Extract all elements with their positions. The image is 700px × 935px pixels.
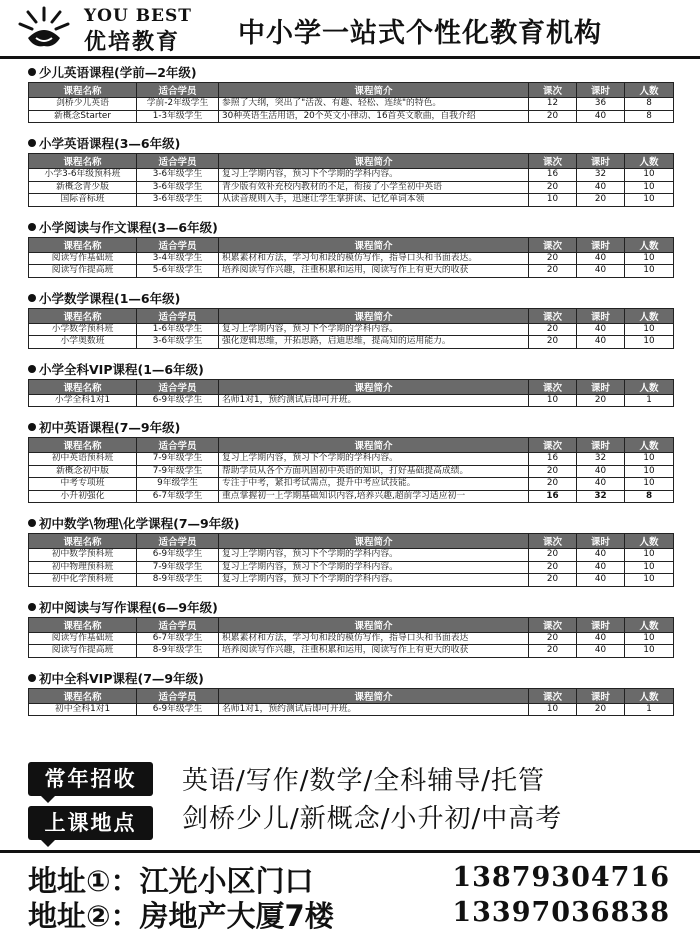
column-header: 课程简介 <box>219 438 529 453</box>
cell-n: 16 <box>529 453 577 466</box>
cell-p: 8 <box>625 98 674 111</box>
column-header: 课时 <box>577 308 625 323</box>
cell-n: 20 <box>529 110 577 123</box>
location-tag: 上课地点 <box>28 806 153 840</box>
cell-desc: 培养阅读写作兴趣，注重积累和运用，阅读写作上有更大的收获 <box>219 645 529 658</box>
cell-desc: 复习上学期内容，预习下个学期的学科内容。 <box>219 453 529 466</box>
column-header: 适合学员 <box>137 237 219 252</box>
column-header: 适合学员 <box>137 379 219 394</box>
bullet-icon <box>28 603 36 611</box>
table-row <box>29 252 674 265</box>
cell-name: 阅读写作基础班 <box>29 632 137 645</box>
column-header: 人数 <box>625 688 674 703</box>
column-header: 人数 <box>625 617 674 632</box>
column-header: 课次 <box>529 83 577 98</box>
column-header: 课次 <box>529 154 577 169</box>
cell-desc: 积累素材和方法，学习句和段的模仿写作，指导口头和书面表达 <box>219 632 529 645</box>
cell-h: 32 <box>577 490 625 503</box>
column-header: 人数 <box>625 379 674 394</box>
cell-desc: 复习上学期内容，预习下个学期的学科内容。 <box>219 549 529 562</box>
cell-p: 10 <box>625 181 674 194</box>
cell-name: 小学全科1对1 <box>29 394 137 407</box>
cell-who: 9年级学生 <box>137 478 219 491</box>
column-header: 人数 <box>625 154 674 169</box>
table-row <box>29 194 674 207</box>
cell-who: 5-6年级学生 <box>137 265 219 278</box>
column-header: 课程名称 <box>29 237 137 252</box>
cell-who: 1-3年级学生 <box>137 110 219 123</box>
cell-h: 40 <box>577 478 625 491</box>
cell-p: 10 <box>625 478 674 491</box>
column-header: 课程名称 <box>29 617 137 632</box>
cell-who: 3-6年级学生 <box>137 194 219 207</box>
cell-name: 剑桥少儿英语 <box>29 98 137 111</box>
cell-desc: 培养阅读写作兴趣，注重积累和运用，阅读写作上有更大的收获 <box>219 265 529 278</box>
column-header: 适合学员 <box>137 154 219 169</box>
course-table <box>28 688 674 717</box>
table-row <box>29 478 674 491</box>
brand-english: YOU BEST <box>84 6 192 26</box>
cell-desc: 参照了大纲，突出了"活泼、有趣、轻松、连续"的特色。 <box>219 98 529 111</box>
table-header-row <box>29 83 674 98</box>
table-row <box>29 169 674 182</box>
footer-divider <box>0 850 700 853</box>
cell-p: 10 <box>625 265 674 278</box>
cell-n: 20 <box>529 465 577 478</box>
cell-p: 10 <box>625 574 674 587</box>
section-title: 初中阅读与写作课程(6—9年级) <box>28 599 673 617</box>
cell-who: 3-6年级学生 <box>137 169 219 182</box>
cell-desc: 专注于中考，紧扣考试需点，提升中考应试技能。 <box>219 478 529 491</box>
column-header: 适合学员 <box>137 534 219 549</box>
column-header: 适合学员 <box>137 83 219 98</box>
cell-h: 32 <box>577 453 625 466</box>
column-header: 课程简介 <box>219 379 529 394</box>
course-section <box>28 599 673 658</box>
cell-n: 10 <box>529 394 577 407</box>
cell-h: 40 <box>577 252 625 265</box>
column-header: 适合学员 <box>137 688 219 703</box>
column-header: 课次 <box>529 379 577 394</box>
cell-name: 新概念初中版 <box>29 465 137 478</box>
course-section <box>28 361 673 408</box>
cell-h: 40 <box>577 465 625 478</box>
brand-chinese: 优培教育 <box>84 30 181 55</box>
cell-desc: 积累素材和方法，学习句和段的模仿写作，指导口头和书面表达。 <box>219 252 529 265</box>
cell-desc: 复习上学期内容，预习下个学期的学科内容。 <box>219 574 529 587</box>
column-header: 课时 <box>577 154 625 169</box>
cell-n: 20 <box>529 632 577 645</box>
cell-p: 10 <box>625 194 674 207</box>
table-header-row <box>29 154 674 169</box>
table-row <box>29 703 674 716</box>
course-table <box>28 379 674 408</box>
section-title: 小学数学课程(1—6年级) <box>28 290 673 308</box>
cell-who: 7-9年级学生 <box>137 465 219 478</box>
column-header: 课程名称 <box>29 154 137 169</box>
column-header: 课程简介 <box>219 83 529 98</box>
cell-name: 国际音标班 <box>29 194 137 207</box>
cell-h: 40 <box>577 632 625 645</box>
logo <box>14 4 214 55</box>
column-header: 课次 <box>529 534 577 549</box>
sun-logo-icon <box>14 4 74 50</box>
cell-p: 10 <box>625 323 674 336</box>
column-header: 人数 <box>625 83 674 98</box>
header <box>0 0 700 59</box>
cell-name: 新概念Starter <box>29 110 137 123</box>
cell-desc: 名师1对1，预约测试后即可开班。 <box>219 703 529 716</box>
cell-h: 40 <box>577 561 625 574</box>
cell-name: 初中全科1对1 <box>29 703 137 716</box>
course-table <box>28 153 674 207</box>
table-row <box>29 574 674 587</box>
bullet-icon <box>28 223 36 231</box>
programs-slogan: 剑桥少儿/新概念/小升初/中高考 <box>182 804 563 834</box>
table-header-row <box>29 308 674 323</box>
section-title: 小学阅读与作文课程(3—6年级) <box>28 219 673 237</box>
cell-name: 初中物理预科班 <box>29 561 137 574</box>
column-header: 课时 <box>577 83 625 98</box>
enrollment-banner <box>28 762 673 842</box>
course-sections <box>28 64 673 716</box>
column-header: 课程简介 <box>219 154 529 169</box>
cell-name: 初中化学预科班 <box>29 574 137 587</box>
cell-h: 40 <box>577 574 625 587</box>
cell-h: 20 <box>577 394 625 407</box>
cell-desc: 复习上学期内容，预习下个学期的学科内容。 <box>219 323 529 336</box>
course-table <box>28 237 674 278</box>
cell-p: 10 <box>625 169 674 182</box>
column-header: 课程简介 <box>219 617 529 632</box>
table-row <box>29 632 674 645</box>
column-header: 适合学员 <box>137 617 219 632</box>
course-section <box>28 290 673 349</box>
cell-who: 6-9年级学生 <box>137 703 219 716</box>
course-section <box>28 135 673 207</box>
cell-h: 40 <box>577 336 625 349</box>
cell-desc: 帮助学员从各个方面巩固初中英语的知识，打好基础提高成绩。 <box>219 465 529 478</box>
cell-who: 1-6年级学生 <box>137 323 219 336</box>
cell-who: 3-6年级学生 <box>137 181 219 194</box>
cell-who: 6-7年级学生 <box>137 490 219 503</box>
course-section <box>28 515 673 587</box>
section-title: 少儿英语课程(学前—2年级) <box>28 64 673 82</box>
section-title: 小学全科VIP课程(1—6年级) <box>28 361 673 379</box>
column-header: 课次 <box>529 308 577 323</box>
table-row <box>29 336 674 349</box>
cell-n: 16 <box>529 169 577 182</box>
cell-n: 10 <box>529 703 577 716</box>
phone-1: 13879304716 <box>452 862 670 893</box>
column-header: 课时 <box>577 237 625 252</box>
course-section <box>28 64 673 123</box>
bullet-icon <box>28 139 36 147</box>
cell-n: 20 <box>529 478 577 491</box>
section-title: 初中数学\物理\化学课程(7—9年级) <box>28 515 673 533</box>
column-header: 课程简介 <box>219 688 529 703</box>
cell-n: 20 <box>529 265 577 278</box>
cell-p: 8 <box>625 110 674 123</box>
cell-p: 10 <box>625 561 674 574</box>
cell-who: 6-9年级学生 <box>137 549 219 562</box>
cell-p: 10 <box>625 465 674 478</box>
course-table <box>28 533 674 587</box>
table-row <box>29 394 674 407</box>
cell-desc: 重点掌握初一上学期基础知识内容,培养兴趣,超前学习适应初一 <box>219 490 529 503</box>
bullet-icon <box>28 294 36 302</box>
bullet-icon <box>28 674 36 682</box>
bullet-icon <box>28 519 36 527</box>
cell-name: 小学3-6年级预科班 <box>29 169 137 182</box>
cell-h: 20 <box>577 703 625 716</box>
table-header-row <box>29 688 674 703</box>
section-title: 初中英语课程(7—9年级) <box>28 419 673 437</box>
cell-p: 10 <box>625 645 674 658</box>
table-row <box>29 561 674 574</box>
table-row <box>29 323 674 336</box>
column-header: 课次 <box>529 688 577 703</box>
column-header: 课时 <box>577 617 625 632</box>
cell-n: 20 <box>529 252 577 265</box>
table-header-row <box>29 534 674 549</box>
table-header-row <box>29 438 674 453</box>
column-header: 课程名称 <box>29 688 137 703</box>
cell-desc: 名师1对1，预约测试后即可开班。 <box>219 394 529 407</box>
cell-who: 3-4年级学生 <box>137 252 219 265</box>
cell-name: 中考专项班 <box>29 478 137 491</box>
cell-who: 6-9年级学生 <box>137 394 219 407</box>
course-table <box>28 617 674 658</box>
table-header-row <box>29 617 674 632</box>
cell-name: 阅读写作提高班 <box>29 645 137 658</box>
cell-p: 10 <box>625 336 674 349</box>
course-section <box>28 419 673 503</box>
cell-p: 10 <box>625 252 674 265</box>
column-header: 课时 <box>577 688 625 703</box>
cell-n: 16 <box>529 490 577 503</box>
cell-n: 20 <box>529 549 577 562</box>
column-header: 适合学员 <box>137 308 219 323</box>
table-row <box>29 98 674 111</box>
cell-name: 初中英语预科班 <box>29 453 137 466</box>
bullet-icon <box>28 365 36 373</box>
column-header: 课程简介 <box>219 534 529 549</box>
address-2: 地址②：房地产大厦7楼 <box>28 899 334 933</box>
cell-name: 小学奥数班 <box>29 336 137 349</box>
cell-who: 3-6年级学生 <box>137 336 219 349</box>
column-header: 课程简介 <box>219 308 529 323</box>
cell-desc: 强化逻辑思维，开拓思路，启迪思维，提高知的运用能力。 <box>219 336 529 349</box>
cell-h: 40 <box>577 110 625 123</box>
cell-h: 40 <box>577 265 625 278</box>
cell-h: 32 <box>577 169 625 182</box>
course-section <box>28 670 673 717</box>
cell-who: 8-9年级学生 <box>137 574 219 587</box>
column-header: 人数 <box>625 438 674 453</box>
bullet-icon <box>28 423 36 431</box>
cell-desc: 30种英语生活用语，20个英文小律动、16首英文歌曲，自我介绍 <box>219 110 529 123</box>
table-header-row <box>29 379 674 394</box>
phone-2: 13397036838 <box>452 897 670 928</box>
column-header: 课程名称 <box>29 534 137 549</box>
column-header: 课次 <box>529 438 577 453</box>
cell-who: 7-9年级学生 <box>137 453 219 466</box>
cell-n: 20 <box>529 561 577 574</box>
cell-h: 40 <box>577 549 625 562</box>
column-header: 课程名称 <box>29 83 137 98</box>
cell-n: 20 <box>529 323 577 336</box>
cell-n: 20 <box>529 645 577 658</box>
cell-h: 40 <box>577 181 625 194</box>
cell-h: 36 <box>577 98 625 111</box>
cell-who: 6-7年级学生 <box>137 632 219 645</box>
column-header: 课时 <box>577 438 625 453</box>
address-1: 地址①：江光小区门口 <box>28 864 314 898</box>
table-row <box>29 490 674 503</box>
cell-desc: 青少版有效补充校内教材的不足，衔接了小学至初中英语 <box>219 181 529 194</box>
table-row <box>29 465 674 478</box>
section-title: 小学英语课程(3—6年级) <box>28 135 673 153</box>
cell-n: 20 <box>529 181 577 194</box>
cell-desc: 复习上学期内容，预习下个学期的学科内容。 <box>219 169 529 182</box>
cell-name: 初中数学预科班 <box>29 549 137 562</box>
column-header: 人数 <box>625 237 674 252</box>
column-header: 课程简介 <box>219 237 529 252</box>
table-row <box>29 645 674 658</box>
column-header: 课时 <box>577 379 625 394</box>
table-row <box>29 181 674 194</box>
section-title: 初中全科VIP课程(7—9年级) <box>28 670 673 688</box>
cell-name: 新概念青少版 <box>29 181 137 194</box>
enrollment-tag: 常年招收 <box>28 762 153 796</box>
cell-desc: 复习上学期内容，预习下个学期的学科内容。 <box>219 561 529 574</box>
column-header: 课次 <box>529 237 577 252</box>
subjects-slogan: 英语/写作/数学/全科辅导/托管 <box>182 766 546 796</box>
cell-p: 1 <box>625 394 674 407</box>
column-header: 课次 <box>529 617 577 632</box>
cell-desc: 从读音规则入手，迅速让学生掌拼读、记忆单词本领 <box>219 194 529 207</box>
cell-who: 学前-2年级学生 <box>137 98 219 111</box>
cell-p: 1 <box>625 703 674 716</box>
cell-who: 7-9年级学生 <box>137 561 219 574</box>
table-row <box>29 265 674 278</box>
cell-name: 小升初强化 <box>29 490 137 503</box>
column-header: 人数 <box>625 308 674 323</box>
bullet-icon <box>28 68 36 76</box>
cell-h: 20 <box>577 194 625 207</box>
cell-name: 阅读写作基础班 <box>29 252 137 265</box>
cell-p: 10 <box>625 453 674 466</box>
column-header: 适合学员 <box>137 438 219 453</box>
cell-p: 8 <box>625 490 674 503</box>
course-table <box>28 308 674 349</box>
column-header: 课程名称 <box>29 438 137 453</box>
cell-p: 10 <box>625 632 674 645</box>
cell-n: 10 <box>529 194 577 207</box>
institution-title: 中小学一站式个性化教育机构 <box>238 18 602 49</box>
cell-n: 20 <box>529 574 577 587</box>
cell-name: 阅读写作提高班 <box>29 265 137 278</box>
course-section <box>28 219 673 278</box>
cell-h: 40 <box>577 323 625 336</box>
column-header: 课程名称 <box>29 308 137 323</box>
cell-n: 20 <box>529 336 577 349</box>
cell-p: 10 <box>625 549 674 562</box>
table-row <box>29 453 674 466</box>
cell-n: 12 <box>529 98 577 111</box>
cell-who: 8-9年级学生 <box>137 645 219 658</box>
column-header: 课程名称 <box>29 379 137 394</box>
table-header-row <box>29 237 674 252</box>
cell-name: 小学数学预科班 <box>29 323 137 336</box>
course-table <box>28 437 674 503</box>
column-header: 课时 <box>577 534 625 549</box>
table-row <box>29 549 674 562</box>
cell-h: 40 <box>577 645 625 658</box>
column-header: 人数 <box>625 534 674 549</box>
course-table <box>28 82 674 123</box>
table-row <box>29 110 674 123</box>
